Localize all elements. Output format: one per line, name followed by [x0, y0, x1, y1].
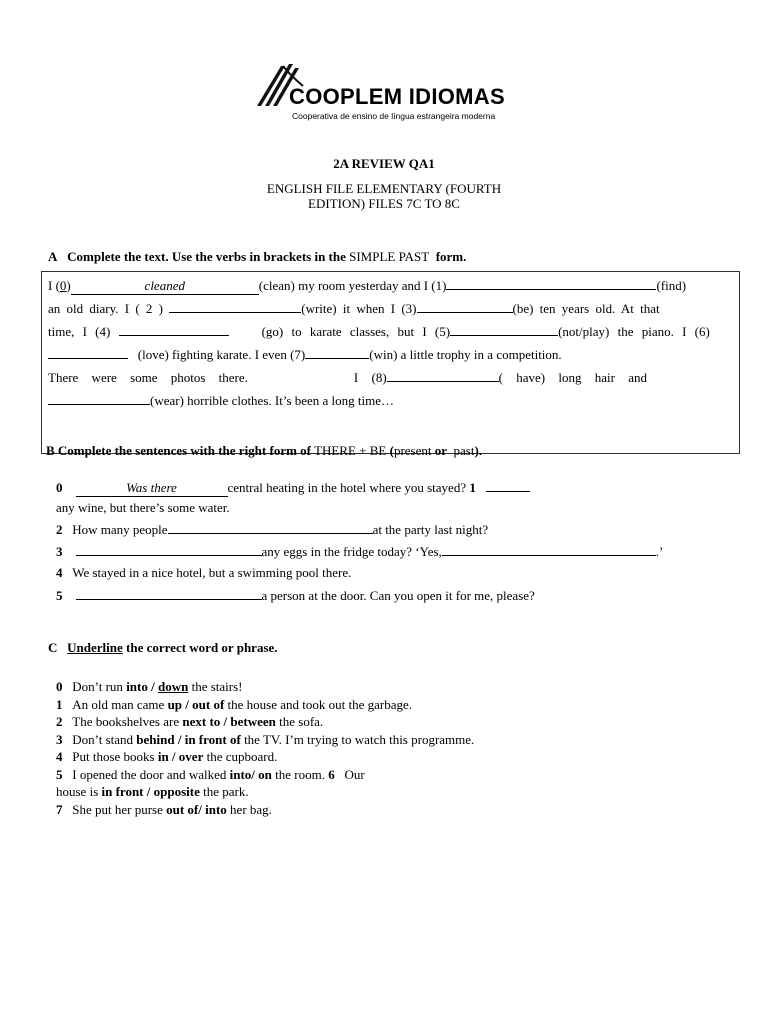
b-item-3: 3 any eggs in the fridge today? ‘Yes, .’	[56, 544, 664, 559]
c-options-5[interactable]: into/ on	[229, 767, 272, 782]
c-options-3[interactable]: behind / in front of	[136, 732, 241, 747]
section-c-underline: Underline	[67, 640, 123, 655]
a-line-5: There were some photos there. I (8) ( have) long hair and	[48, 370, 647, 385]
blank-a4[interactable]	[119, 323, 229, 336]
example-answer-b: Was there	[76, 480, 228, 497]
blank-b3b[interactable]	[442, 543, 656, 556]
c-options-7[interactable]: out of/ into	[166, 802, 227, 817]
b-item-2: 2 How many people at the party last night?	[56, 522, 489, 537]
blank-b3a[interactable]	[76, 543, 262, 556]
subtitle-line-2: EDITION) FILES 7C TO 8C	[308, 196, 460, 211]
c-options-6[interactable]: in front / opposite	[101, 784, 200, 799]
blank-a2[interactable]	[169, 300, 301, 313]
logo	[255, 62, 525, 124]
section-b-heading: B Complete the sentences with the right form of THERE + BE (present or past).	[46, 443, 483, 458]
blank-a5[interactable]	[450, 323, 558, 336]
c-item-6-cont: house is in front / opposite the park.	[56, 784, 249, 799]
section-a-heading	[48, 249, 466, 265]
section-b-there-be: THERE + BE	[314, 443, 387, 458]
page-title: 2A REVIEW QA1	[333, 156, 435, 171]
b-item-1-cont: any wine, but there’s some water.	[56, 500, 230, 515]
option-down[interactable]: down	[157, 679, 189, 694]
blank-a3[interactable]	[417, 300, 513, 313]
section-b-instruction: Complete the sentences with the right form of	[57, 443, 312, 458]
logo-tagline: Cooperativa de ensino de língua estrangeira moderna	[292, 111, 496, 121]
c-options-4[interactable]: in / over	[157, 749, 204, 764]
c-options-1[interactable]: up / out of	[167, 697, 225, 712]
section-a-letter: A	[48, 249, 58, 264]
section-a-form-end: form.	[435, 249, 467, 264]
blank-a9[interactable]	[48, 392, 150, 405]
c-item-1: 1 An old man came up / out of the house and took out the garbage.	[56, 697, 413, 712]
section-a-instruction: Complete the text. Use the verbs in brackets in the	[67, 249, 346, 264]
c-item-0: 0 Don’t run into / down the stairs!	[56, 679, 243, 694]
b-item-5: 5 a person at the door. Can you open it for me, please?	[56, 588, 535, 603]
c-item-5: 5 I opened the door and walked into/ on the room. 6 Our	[56, 767, 365, 782]
subtitle-line-1: ENGLISH FILE ELEMENTARY (FOURTH	[266, 181, 502, 196]
blank-a8[interactable]	[387, 369, 499, 382]
c-item-3: 3 Don’t stand behind / in front of the TV. I’m trying to watch this programme.	[56, 732, 475, 747]
a-line-2: an old diary. I ( 2 ) (write) it when I (3) (be) ten years old. At that	[48, 301, 660, 316]
section-c-letter: C	[48, 640, 58, 655]
section-b-letter: B	[46, 443, 55, 458]
a-line-4: (love) fighting karate. I even (7) (win) a little trophy in a competition.	[48, 346, 562, 363]
a-line-6: (wear) horrible clothes. It’s been a long time…	[48, 392, 394, 409]
example-answer-a: cleaned	[71, 278, 259, 295]
section-c-instruction: the correct word or phrase.	[126, 640, 278, 655]
a-line-3: time, I (4) (go) to karate classes, but I (5) (not/play) the piano. I (6)	[48, 324, 710, 339]
blank-a7[interactable]	[305, 346, 369, 359]
blank-b1[interactable]	[486, 479, 530, 492]
c-options-2[interactable]: next to / between	[182, 714, 276, 729]
blank-a1[interactable]	[446, 277, 656, 290]
option-into[interactable]: into	[126, 679, 148, 694]
b-item-4: 4 We stayed in a nice hotel, but a swimming pool there.	[56, 565, 352, 580]
page-subtitle	[0, 181, 768, 211]
logo-name: COOPLEM IDIOMAS	[289, 84, 505, 109]
blank-b5[interactable]	[76, 587, 262, 600]
blank-a6[interactable]	[48, 346, 128, 359]
c-item-7: 7 She put her purse out of/ into her bag.	[56, 802, 272, 817]
b-item-0: 0 Was there central heating in the hotel where you stayed? 1	[56, 479, 530, 497]
c-item-2: 2 The bookshelves are next to / between the sofa.	[56, 714, 324, 729]
a-line-1: I (0) cleaned (clean) my room yesterday and I (1) (find)	[48, 278, 687, 293]
section-c-heading	[48, 640, 278, 656]
c-item-4: 4 Put those books in / over the cupboard.	[56, 749, 278, 764]
section-a-form: SIMPLE PAST	[349, 249, 430, 264]
blank-b2[interactable]	[168, 521, 373, 534]
